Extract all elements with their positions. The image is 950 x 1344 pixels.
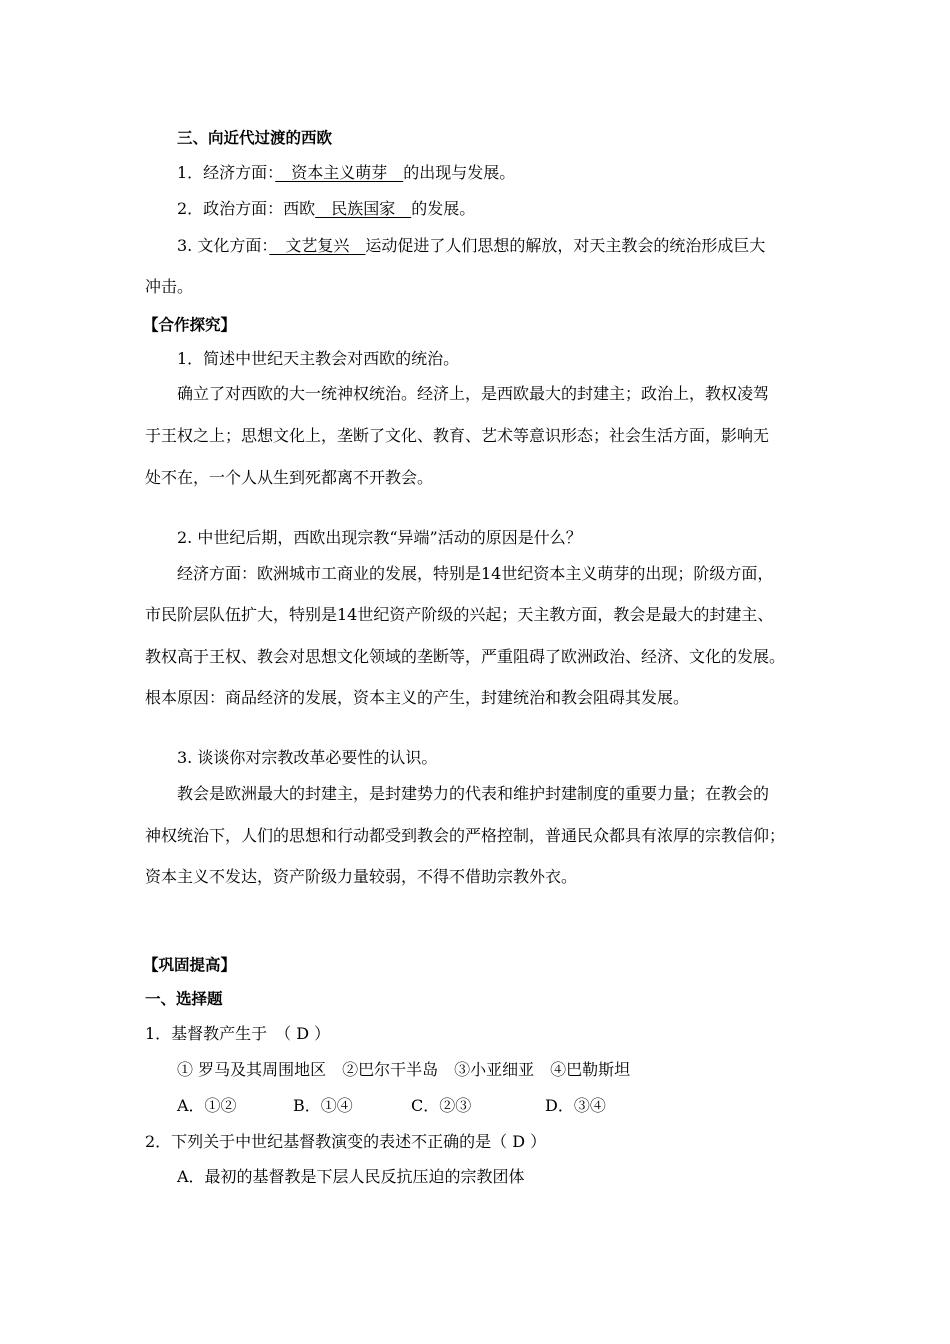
question-2: 2. 中世纪后期，西欧出现宗教“异端”活动的原因是什么？: [177, 528, 582, 547]
answer-2-line-4: 根本原因：商品经济的发展，资本主义的产生，封建统治和教会阻碍其发展。: [145, 688, 690, 707]
culture-continuation: 冲击。: [145, 277, 194, 296]
section-title: 三、向近代过渡的西欧: [177, 129, 333, 147]
option-b: B．①④: [293, 1096, 353, 1115]
culture-answer: 文艺复兴: [269, 236, 366, 255]
answer-3-line-3: 资本主义不发达，资产阶级力量较弱，不得不借助宗教外衣。: [145, 867, 578, 886]
answer-3-line-2: 神权统治下，人们的思想和行动都受到教会的严格控制，普通民众都具有浓厚的宗教信仰；: [145, 826, 786, 845]
answer-2-line-2: 市民阶层队伍扩大，特别是14世纪资产阶级的兴起；天主教方面，教会是最大的封建主、: [145, 605, 774, 624]
culture-prefix: 3. 文化方面：: [177, 236, 270, 255]
cooperation-heading: 【合作探究】: [143, 316, 237, 334]
economy-line: [177, 162, 515, 184]
culture-suffix: 运动促进了人们思想的解放，对天主教会的统治形成巨大: [365, 236, 766, 255]
mc-question-1-options: [177, 1095, 606, 1117]
answer-1-line-2: 于王权之上；思想文化上，垄断了文化、教育、艺术等意识形态；社会生活方面，影响无: [145, 426, 770, 445]
option-c: C．②③: [411, 1096, 472, 1115]
mc-question-1-items: ① 罗马及其周围地区 ②巴尔干半岛 ③小亚细亚 ④巴勒斯坦: [177, 1060, 631, 1079]
answer-2-line-1: 经济方面：欧洲城市工商业的发展，特别是14世纪资本主义萌芽的出现；阶级方面，: [177, 564, 774, 583]
answer-1-line-3: 处不在，一个人从生到死都离不开教会。: [145, 468, 434, 487]
culture-line: [177, 235, 765, 257]
economy-suffix: 的出现与发展。: [403, 163, 516, 182]
politics-answer: 民族国家: [315, 199, 412, 218]
mc-question-2: 2．下列关于中世纪基督教演变的表述不正确的是（ D ）: [145, 1132, 547, 1151]
consolidation-heading: 【巩固提高】: [143, 956, 237, 974]
mc-question-2-option-a: A．最初的基督教是下层人民反抗压迫的宗教团体: [177, 1167, 525, 1186]
mc-question-1: 1．基督教产生于 （ D ）: [145, 1024, 331, 1043]
politics-line: [177, 198, 475, 220]
option-d: D．③④: [545, 1096, 606, 1115]
answer-2-line-3: 教权高于王权、教会对思想文化领域的垄断等，严重阻碍了欧洲政治、经济、文化的发展。: [145, 647, 786, 666]
question-3: 3. 谈谈你对宗教改革必要性的认识。: [177, 748, 438, 767]
economy-prefix: 1．经济方面：: [177, 163, 276, 182]
question-1: 1．简述中世纪天主教会对西欧的统治。: [177, 349, 460, 368]
answer-3-line-1: 教会是欧洲最大的封建主，是封建势力的代表和维护封建制度的重要力量；在教会的: [177, 784, 770, 803]
answer-1-line-1: 确立了对西欧的大一统神权统治。经济上，是西欧最大的封建主；政治上，教权凌驾: [177, 384, 770, 403]
option-a: A．①②: [177, 1096, 237, 1115]
multiple-choice-heading: 一、选择题: [145, 990, 223, 1008]
politics-suffix: 的发展。: [411, 199, 476, 218]
politics-prefix: 2．政治方面：西欧: [177, 199, 316, 218]
economy-answer: 资本主义萌芽: [275, 163, 404, 182]
